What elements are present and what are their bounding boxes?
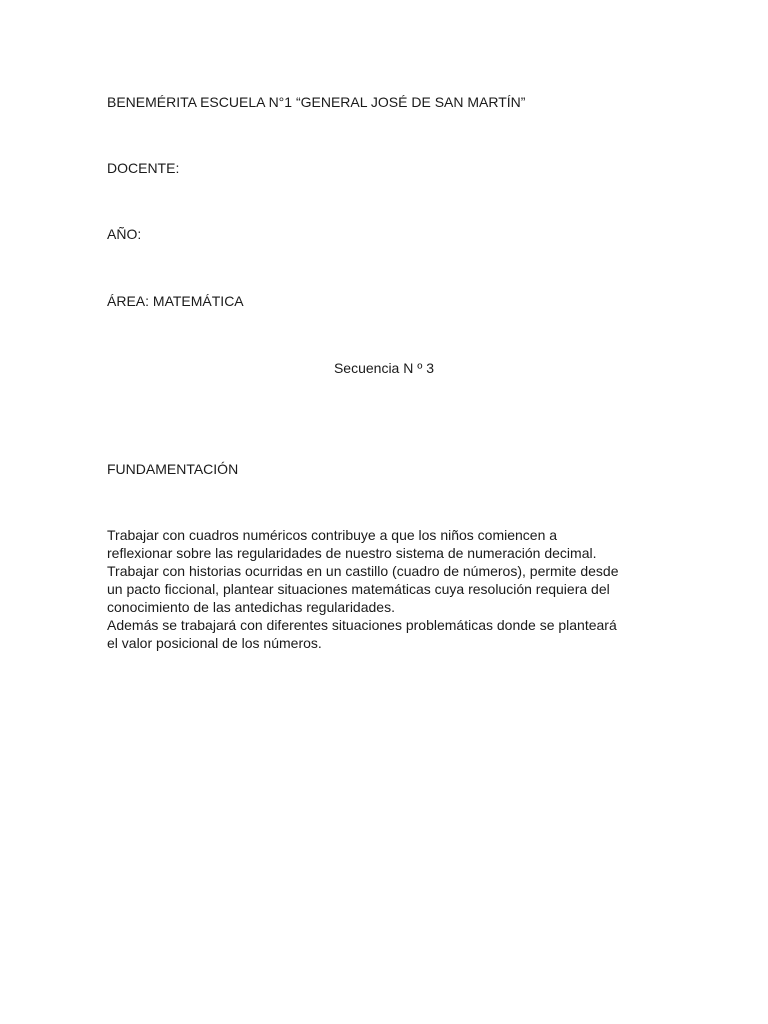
paragraph-line: el valor posicional de los números.	[107, 635, 322, 651]
paragraph-line: Trabajar con cuadros numéricos contribuye a que los niños comiencen a	[107, 527, 558, 543]
paragraph-line: Además se trabajará con diferentes situaciones problemáticas donde se planteará	[107, 617, 617, 633]
paragraph-line: un pacto ficcional, plantear situaciones matemáticas cuya resolución requiera del	[107, 581, 610, 597]
school-name-heading: BENEMÉRITA ESCUELA N°1 “GENERAL JOSÉ DE SAN MARTÍN”	[107, 94, 526, 110]
paragraph-line: Trabajar con historias ocurridas en un castillo (cuadro de números), permite desde	[107, 563, 619, 579]
sequence-title: Secuencia N º 3	[333, 360, 435, 376]
fundamentacion-paragraph	[107, 526, 667, 652]
paragraph-line: conocimiento de las antedichas regularidades.	[107, 599, 395, 615]
docente-label: DOCENTE:	[107, 160, 180, 176]
area-label: ÁREA: MATEMÁTICA	[107, 293, 244, 309]
paragraph-line: reflexionar sobre las regularidades de nuestro sistema de numeración decimal.	[107, 545, 597, 561]
anio-label: AÑO:	[107, 226, 142, 242]
section-title-fundamentacion: FUNDAMENTACIÓN	[107, 461, 239, 477]
